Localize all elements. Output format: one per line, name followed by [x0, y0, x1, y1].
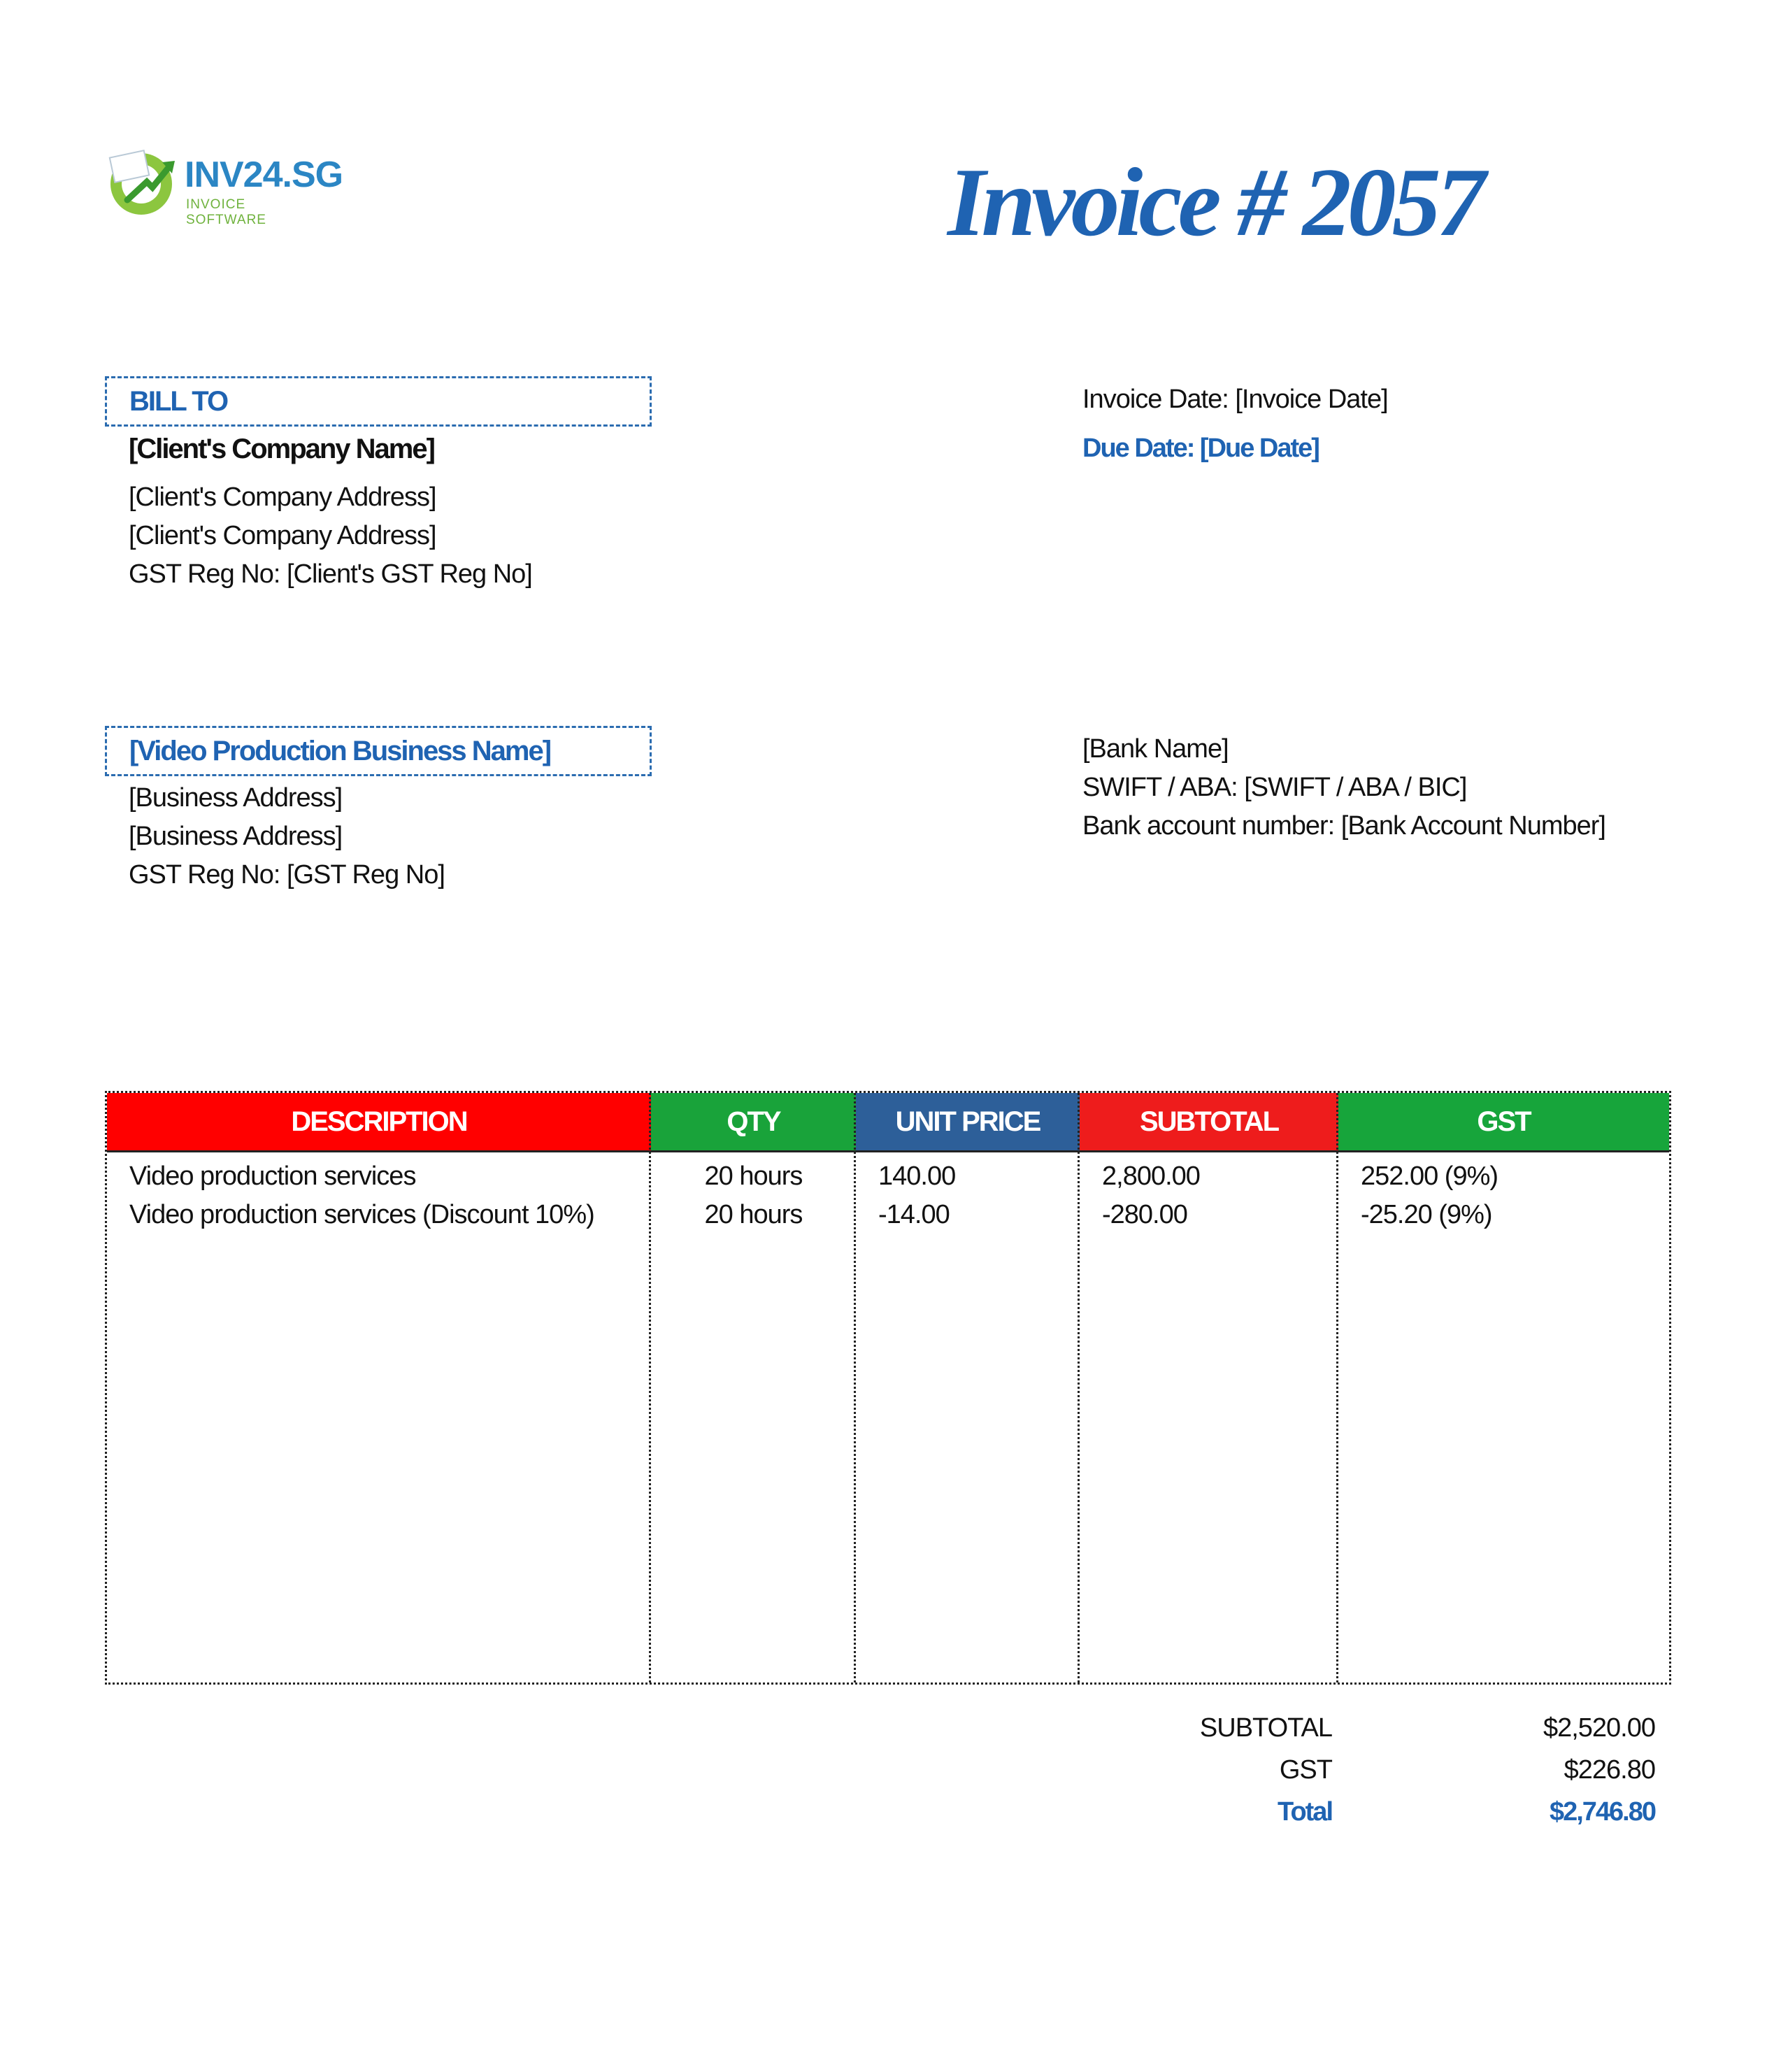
th-gst: GST: [1338, 1093, 1669, 1150]
bank-swift: SWIFT / ABA: [SWIFT / ABA / BIC]: [1082, 773, 1467, 802]
col-divider: [1078, 1093, 1080, 1682]
line-items-table: [105, 1091, 1671, 1685]
client-company-name: [Client's Company Name]: [129, 434, 434, 464]
logo-icon: [106, 145, 180, 219]
client-address-1: [Client's Company Address]: [129, 483, 436, 512]
company-logo: [106, 145, 343, 227]
logo-name: INV24.SG: [185, 155, 343, 195]
th-description: DESCRIPTION: [107, 1093, 651, 1150]
bank-name: [Bank Name]: [1082, 734, 1229, 764]
invoice-date: Invoice Date: [Invoice Date]: [1082, 385, 1388, 414]
gst-label: GST: [1279, 1755, 1332, 1785]
total-label: Total: [1278, 1797, 1332, 1827]
bill-to-label-box: [105, 376, 652, 427]
subtotal-label: SUBTOTAL: [1199, 1713, 1332, 1743]
row2-qty: 20 hours: [704, 1200, 803, 1229]
row2-description: Video production services (Discount 10%): [129, 1200, 594, 1229]
gst-value: $226.80: [1564, 1755, 1655, 1785]
th-unit-price: UNIT PRICE: [856, 1093, 1080, 1150]
invoice-title: Invoice # 2057: [947, 148, 1482, 257]
seller-address-2: [Business Address]: [129, 822, 343, 851]
client-gst-reg: GST Reg No: [Client's GST Reg No]: [129, 559, 532, 589]
row2-subtotal: -280.00: [1102, 1200, 1187, 1229]
row2-gst: -25.20 (9%): [1361, 1200, 1492, 1229]
row1-qty: 20 hours: [704, 1162, 803, 1191]
seller-name-box: [105, 726, 652, 776]
seller-name: [Video Production Business Name]: [129, 735, 551, 766]
subtotal-value: $2,520.00: [1543, 1713, 1655, 1743]
logo-tagline: INVOICE SOFTWARE: [186, 197, 266, 227]
client-address-2: [Client's Company Address]: [129, 521, 436, 550]
col-divider: [1336, 1093, 1338, 1682]
due-date: Due Date: [Due Date]: [1082, 434, 1319, 463]
row1-subtotal: 2,800.00: [1102, 1162, 1200, 1191]
seller-address-1: [Business Address]: [129, 783, 343, 813]
row1-gst: 252.00 (9%): [1361, 1162, 1498, 1191]
row1-description: Video production services: [129, 1162, 416, 1191]
row2-unit-price: -14.00: [878, 1200, 950, 1229]
th-qty: QTY: [651, 1093, 856, 1150]
header-divider: [107, 1150, 1669, 1152]
bill-to-label: BILL TO: [129, 385, 228, 417]
row1-unit-price: 140.00: [878, 1162, 956, 1191]
seller-gst-reg: GST Reg No: [GST Reg No]: [129, 860, 445, 889]
th-subtotal: SUBTOTAL: [1080, 1093, 1338, 1150]
bank-account: Bank account number: [Bank Account Number]: [1082, 811, 1605, 841]
total-value: $2,746.80: [1549, 1797, 1655, 1827]
